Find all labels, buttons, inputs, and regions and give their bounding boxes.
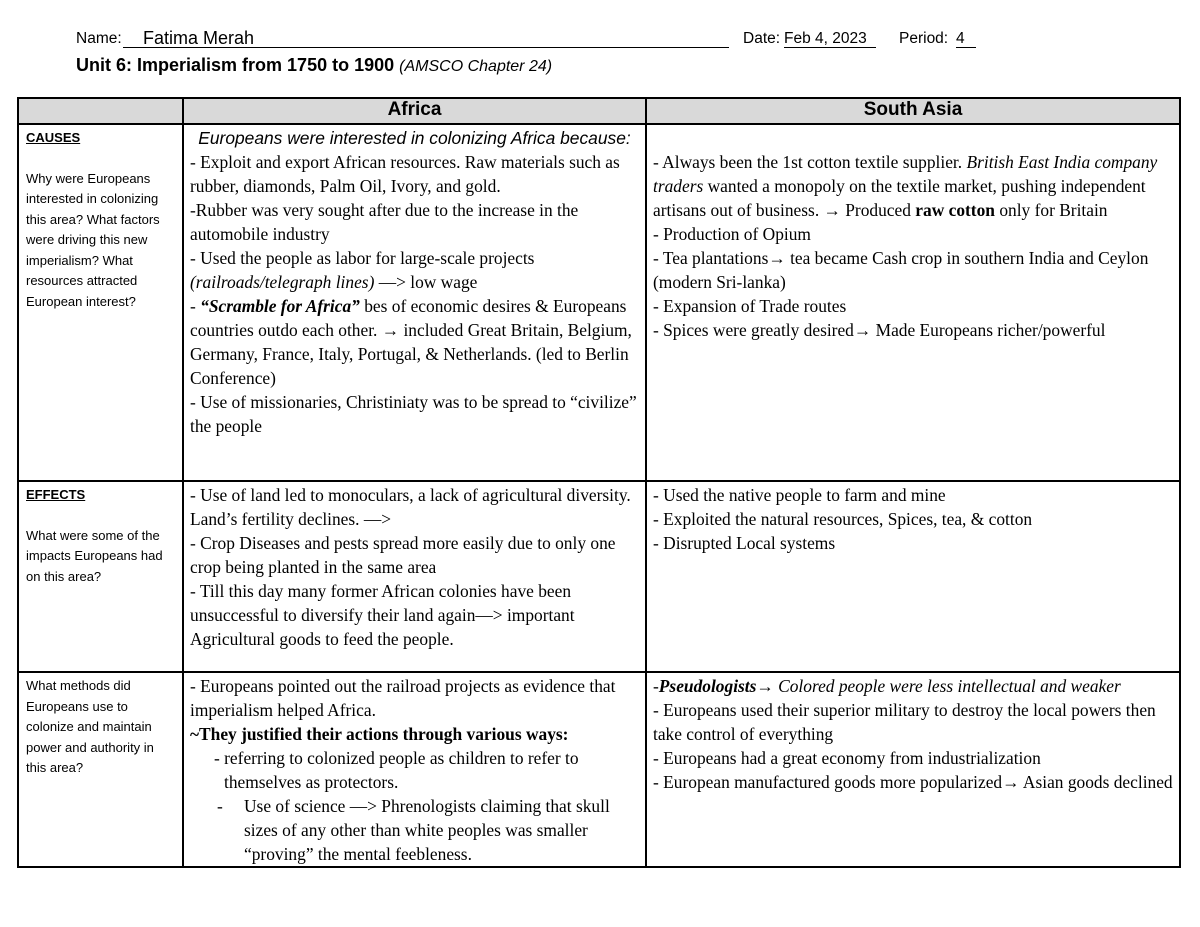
- notes-table: [17, 97, 1181, 868]
- asia-causes-line: - Expansion of Trade routes: [653, 296, 847, 316]
- africa-methods-subitem: - referring to colonized people as children to refer to themselves as protectors.: [214, 748, 579, 792]
- table-row-causes: [18, 124, 1180, 481]
- row-label-cell: [18, 672, 183, 867]
- row-label-causes: CAUSES: [26, 130, 81, 145]
- africa-causes-line: -Rubber was very sought after due to the increase in the automobile industry: [190, 200, 579, 244]
- asia-causes-line: - Production of Opium: [653, 224, 811, 244]
- africa-causes-intro: Europeans were interested in colonizing Africa because:: [198, 128, 631, 148]
- table-row-effects: [18, 481, 1180, 672]
- africa-effects-line: - Use of land led to monoculars, a lack of agricultural diversity. Land’s fertility declines. —>: [190, 485, 631, 529]
- asia-methods-line: - European manufactured goods more popularized→ Asian goods declined: [653, 772, 1173, 792]
- date-label: Date:: [743, 30, 781, 47]
- africa-methods-line: - Europeans pointed out the railroad projects as evidence that imperialism helped Africa.: [190, 676, 616, 720]
- row-question-methods: What methods did Europeans use to colonize and maintain power and authority in this area?: [26, 678, 154, 775]
- africa-methods-cell[interactable]: [183, 672, 646, 867]
- table-row-methods: [18, 672, 1180, 867]
- date-value: Feb 4, 2023: [784, 30, 867, 47]
- africa-methods-subitem: - Use of science —> Phrenologists claiming that skull sizes of any other than white peoples was smaller “proving” the mental feebleness.: [217, 796, 610, 864]
- africa-causes-cell[interactable]: [183, 124, 646, 481]
- asia-methods-cell[interactable]: [646, 672, 1180, 867]
- asia-causes-cell[interactable]: [646, 124, 1180, 481]
- period-field[interactable]: [956, 30, 976, 48]
- africa-causes-line: - Use of missionaries, Christiniaty was to be spread to “civilize” the people: [190, 392, 637, 436]
- africa-causes-line: - Exploit and export African resources. Raw materials such as rubber, diamonds, Palm Oil, Ivory, and gold.: [190, 152, 620, 196]
- row-question-causes: Why were Europeans interested in colonizing this area? What factors were driving this new imperialism? What resources attracted European interest?: [26, 170, 160, 309]
- period-value: 4: [956, 30, 965, 47]
- period-label: Period:: [899, 30, 949, 47]
- africa-causes-line: - “Scramble for Africa” bes of economic desires & Europeans countries outdo each other. → included Great Britain, Belgium, Germany, France, Italy, Portugal, & Netherlands. (led to Berlin Conference): [190, 296, 632, 388]
- corner-cell: [18, 98, 183, 124]
- title-text: Unit 6: Imperialism from 1750 to 1900: [76, 55, 395, 75]
- asia-effects-cell[interactable]: [646, 481, 1180, 672]
- col-header-south-asia: South Asia: [646, 98, 1180, 124]
- row-label-cell: [18, 481, 183, 672]
- asia-methods-line: - Europeans had a great economy from industrialization: [653, 748, 1041, 768]
- table-header-row: [18, 98, 1180, 124]
- africa-effects-line: - Crop Diseases and pests spread more easily due to only one crop being planted in the same area: [190, 533, 616, 577]
- asia-causes-line: - Always been the 1st cotton textile supplier. British East India company traders wanted a monopoly on the textile market, pushing independent artisans out of business. → Produced raw cotton only for Britain: [653, 152, 1158, 220]
- name-value: Fatima Merah: [143, 28, 255, 48]
- row-label-cell: [18, 124, 183, 481]
- asia-methods-line: -Pseudologists→ Colored people were less intellectual and weaker: [653, 676, 1121, 696]
- africa-causes-line: - Used the people as labor for large-scale projects (railroads/telegraph lines) —> low wage: [190, 248, 535, 292]
- date-field[interactable]: [784, 30, 876, 48]
- asia-effects-line: - Disrupted Local systems: [653, 533, 836, 553]
- africa-methods-line: ~They justified their actions through various ways:: [190, 724, 569, 744]
- row-label-effects: EFFECTS: [26, 487, 86, 502]
- asia-methods-line: - Europeans used their superior military to destroy the local powers then take control of everything: [653, 700, 1156, 744]
- name-field[interactable]: [123, 30, 729, 48]
- asia-causes-line: - Spices were greatly desired→ Made Europeans richer/powerful: [653, 320, 1106, 340]
- row-question-effects: What were some of the impacts Europeans had on this area?: [26, 527, 163, 584]
- asia-effects-line: - Used the native people to farm and mine: [653, 485, 946, 505]
- page-title: [76, 55, 552, 76]
- africa-effects-line: - Till this day many former African colonies have been unsuccessful to diversify their land again—> important Agricultural goods to feed the people.: [190, 581, 575, 649]
- asia-causes-line: - Tea plantations→ tea became Cash crop in southern India and Ceylon (modern Sri-lanka): [653, 248, 1149, 292]
- col-header-africa: Africa: [183, 98, 646, 124]
- asia-effects-line: - Exploited the natural resources, Spices, tea, & cotton: [653, 509, 1033, 529]
- africa-effects-cell[interactable]: [183, 481, 646, 672]
- name-label: Name:: [76, 30, 122, 47]
- title-subtitle: (AMSCO Chapter 24): [399, 58, 553, 75]
